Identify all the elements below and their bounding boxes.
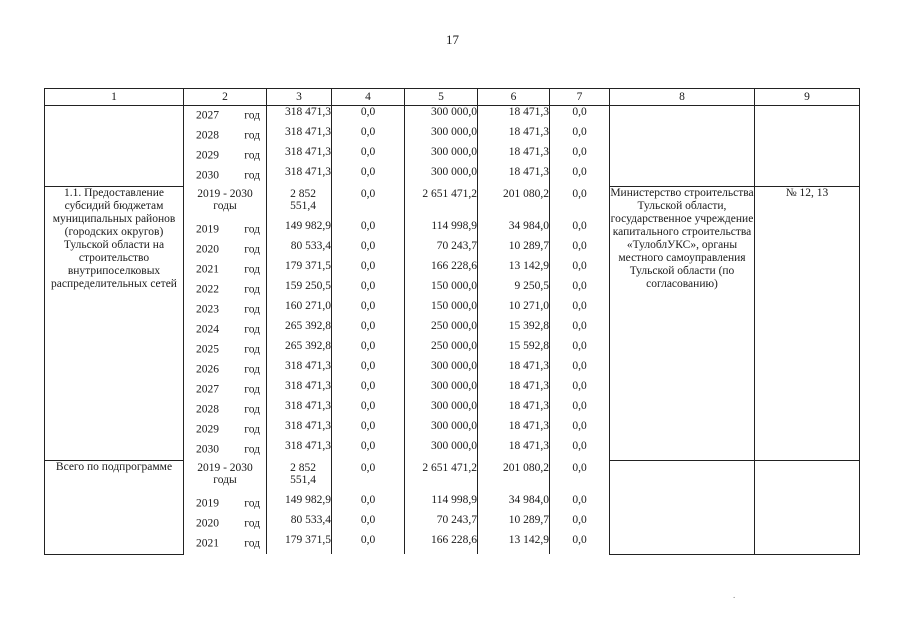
- regional-amount-cell: 70 243,7: [405, 514, 478, 534]
- year-unit: год: [244, 517, 260, 530]
- other-amount-cell: 0,0: [550, 240, 610, 260]
- regional-amount-cell: 300 000,0: [405, 146, 478, 166]
- local-amount-cell: 9 250,5: [478, 280, 550, 300]
- local-amount-cell: 34 984,0: [478, 220, 550, 240]
- regional-amount-cell: 300 000,0: [405, 440, 478, 460]
- other-amount-cell: 0,0: [550, 440, 610, 460]
- local-amount-cell: 18 471,3: [478, 126, 550, 146]
- year-value: 2021: [196, 537, 219, 550]
- total-amount-cell: 80 533,4: [267, 240, 332, 260]
- federal-amount-cell: 0,0: [332, 460, 405, 494]
- federal-amount-cell: 0,0: [332, 514, 405, 534]
- year-value: 2020: [196, 243, 219, 256]
- total-amount-line-1: 2 852: [290, 188, 316, 200]
- year-value: 2024: [196, 323, 219, 336]
- year-cell: [184, 106, 267, 127]
- year-unit: год: [244, 223, 260, 236]
- total-amount-cell: 179 371,5: [267, 534, 332, 554]
- local-amount-cell: 201 080,2: [478, 186, 550, 220]
- total-amount-cell: 318 471,3: [267, 126, 332, 146]
- total-amount-cell: 318 471,3: [267, 440, 332, 460]
- year-cell: [184, 166, 267, 186]
- other-amount-cell: 0,0: [550, 186, 610, 220]
- reference-cell: № 12, 13: [755, 186, 860, 460]
- description-cell: 1.1. Предоставление субсидий бюджетам муниципальных районов (городских округов) Тульской области на строительство внутрипоселковых распределительных сетей: [45, 186, 184, 460]
- federal-amount-cell: 0,0: [332, 280, 405, 300]
- total-amount-line-2: 551,4: [290, 474, 316, 486]
- year-cell: [184, 420, 267, 440]
- federal-amount-cell: 0,0: [332, 494, 405, 514]
- year-unit: год: [244, 283, 260, 296]
- federal-amount-cell: 0,0: [332, 340, 405, 360]
- other-amount-cell: 0,0: [550, 106, 610, 127]
- local-amount-cell: 18 471,3: [478, 146, 550, 166]
- program-table: [44, 88, 860, 555]
- year-cell: [184, 320, 267, 340]
- stray-mark: .: [733, 590, 736, 600]
- local-amount-cell: 34 984,0: [478, 494, 550, 514]
- header-col-2: 2: [184, 89, 267, 106]
- period-cell: [184, 460, 267, 494]
- year-unit: год: [244, 537, 260, 550]
- year-unit: год: [244, 383, 260, 396]
- total-amount-cell: 318 471,3: [267, 360, 332, 380]
- local-amount-cell: 18 471,3: [478, 106, 550, 127]
- year-cell: [184, 220, 267, 240]
- local-amount-cell: 18 471,3: [478, 400, 550, 420]
- year-unit: год: [244, 443, 260, 456]
- regional-amount-cell: 300 000,0: [405, 420, 478, 440]
- year-value: 2029: [196, 149, 219, 162]
- federal-amount-cell: 0,0: [332, 106, 405, 127]
- other-amount-cell: 0,0: [550, 534, 610, 554]
- total-amount-line-2: 551,4: [290, 200, 316, 212]
- local-amount-cell: 10 289,7: [478, 240, 550, 260]
- reference-cell: [755, 106, 860, 187]
- year-unit: год: [244, 323, 260, 336]
- federal-amount-cell: 0,0: [332, 220, 405, 240]
- year-value: 2019: [196, 223, 219, 236]
- other-amount-cell: 0,0: [550, 280, 610, 300]
- total-amount-cell: 318 471,3: [267, 380, 332, 400]
- regional-amount-cell: 300 000,0: [405, 166, 478, 186]
- header-col-3: 3: [267, 89, 332, 106]
- year-cell: [184, 360, 267, 380]
- regional-amount-cell: 300 000,0: [405, 360, 478, 380]
- period-unit: годы: [213, 200, 237, 212]
- group-total: [45, 460, 860, 554]
- total-amount-cell: 318 471,3: [267, 420, 332, 440]
- federal-amount-cell: 0,0: [332, 420, 405, 440]
- year-unit: год: [244, 169, 260, 182]
- federal-amount-cell: 0,0: [332, 320, 405, 340]
- year-cell: [184, 400, 267, 420]
- federal-amount-cell: 0,0: [332, 126, 405, 146]
- period-unit: годы: [213, 474, 237, 486]
- regional-amount-cell: 300 000,0: [405, 126, 478, 146]
- federal-amount-cell: 0,0: [332, 360, 405, 380]
- year-value: 2026: [196, 363, 219, 376]
- regional-amount-cell: 114 998,9: [405, 220, 478, 240]
- total-amount-cell: 265 392,8: [267, 320, 332, 340]
- year-value: 2020: [196, 517, 219, 530]
- regional-amount-cell: 250 000,0: [405, 320, 478, 340]
- year-cell: [184, 534, 267, 554]
- year-cell: [184, 240, 267, 260]
- local-amount-cell: 10 289,7: [478, 514, 550, 534]
- year-value: 2022: [196, 283, 219, 296]
- year-unit: год: [244, 263, 260, 276]
- year-cell: [184, 380, 267, 400]
- table-row-period: [45, 460, 860, 494]
- local-amount-cell: 15 592,8: [478, 340, 550, 360]
- total-amount-cell: 160 271,0: [267, 300, 332, 320]
- period-label: 2019 - 2030: [197, 188, 253, 200]
- year-value: 2028: [196, 129, 219, 142]
- description-cell: Всего по подпрограмме: [45, 460, 184, 554]
- year-cell: [184, 440, 267, 460]
- regional-amount-cell: 300 000,0: [405, 400, 478, 420]
- other-amount-cell: 0,0: [550, 146, 610, 166]
- header-col-6: 6: [478, 89, 550, 106]
- other-amount-cell: 0,0: [550, 126, 610, 146]
- total-amount-cell: [267, 460, 332, 494]
- year-value: 2019: [196, 497, 219, 510]
- regional-amount-cell: 114 998,9: [405, 494, 478, 514]
- year-value: 2021: [196, 263, 219, 276]
- total-amount-cell: 159 250,5: [267, 280, 332, 300]
- year-value: 2030: [196, 169, 219, 182]
- header-col-7: 7: [550, 89, 610, 106]
- other-amount-cell: 0,0: [550, 320, 610, 340]
- federal-amount-cell: 0,0: [332, 380, 405, 400]
- regional-amount-cell: 150 000,0: [405, 280, 478, 300]
- year-cell: [184, 280, 267, 300]
- year-value: 2029: [196, 423, 219, 436]
- total-amount-cell: 149 982,9: [267, 494, 332, 514]
- reference-cell: [755, 460, 860, 554]
- other-amount-cell: 0,0: [550, 420, 610, 440]
- other-amount-cell: 0,0: [550, 460, 610, 494]
- year-cell: [184, 494, 267, 514]
- regional-amount-cell: 250 000,0: [405, 340, 478, 360]
- regional-amount-cell: 2 651 471,2: [405, 186, 478, 220]
- period-label: 2019 - 2030: [197, 462, 253, 474]
- regional-amount-cell: 150 000,0: [405, 300, 478, 320]
- total-amount-cell: 149 982,9: [267, 220, 332, 240]
- regional-amount-cell: 2 651 471,2: [405, 460, 478, 494]
- year-cell: [184, 260, 267, 280]
- continued-group: [45, 106, 860, 187]
- local-amount-cell: 18 471,3: [478, 360, 550, 380]
- local-amount-cell: 18 471,3: [478, 440, 550, 460]
- year-value: 2023: [196, 303, 219, 316]
- page-number: 17: [446, 32, 459, 47]
- regional-amount-cell: 166 228,6: [405, 534, 478, 554]
- other-amount-cell: 0,0: [550, 400, 610, 420]
- federal-amount-cell: 0,0: [332, 300, 405, 320]
- year-unit: год: [244, 243, 260, 256]
- other-amount-cell: 0,0: [550, 514, 610, 534]
- table-row-period: [45, 186, 860, 220]
- year-unit: год: [244, 497, 260, 510]
- executor-cell: [610, 460, 755, 554]
- year-cell: [184, 300, 267, 320]
- total-amount-cell: 318 471,3: [267, 400, 332, 420]
- year-value: 2025: [196, 343, 219, 356]
- year-cell: [184, 146, 267, 166]
- regional-amount-cell: 300 000,0: [405, 380, 478, 400]
- local-amount-cell: 10 271,0: [478, 300, 550, 320]
- executor-cell: [610, 106, 755, 187]
- total-amount-line-1: 2 852: [290, 462, 316, 474]
- year-unit: год: [244, 403, 260, 416]
- header-col-4: 4: [332, 89, 405, 106]
- header-col-1: 1: [45, 89, 184, 106]
- total-amount-cell: 318 471,3: [267, 166, 332, 186]
- year-unit: год: [244, 343, 260, 356]
- regional-amount-cell: 166 228,6: [405, 260, 478, 280]
- federal-amount-cell: 0,0: [332, 146, 405, 166]
- other-amount-cell: 0,0: [550, 340, 610, 360]
- year-value: 2027: [196, 383, 219, 396]
- total-amount-cell: 265 392,8: [267, 340, 332, 360]
- regional-amount-cell: 70 243,7: [405, 240, 478, 260]
- federal-amount-cell: 0,0: [332, 534, 405, 554]
- federal-amount-cell: 0,0: [332, 240, 405, 260]
- year-cell: [184, 126, 267, 146]
- header-row: [45, 89, 860, 106]
- header-col-9: 9: [755, 89, 860, 106]
- total-amount-cell: 318 471,3: [267, 106, 332, 127]
- other-amount-cell: 0,0: [550, 220, 610, 240]
- total-amount-cell: 80 533,4: [267, 514, 332, 534]
- regional-amount-cell: 300 000,0: [405, 106, 478, 127]
- other-amount-cell: 0,0: [550, 166, 610, 186]
- year-value: 2027: [196, 109, 219, 122]
- other-amount-cell: 0,0: [550, 300, 610, 320]
- other-amount-cell: 0,0: [550, 360, 610, 380]
- year-unit: год: [244, 363, 260, 376]
- federal-amount-cell: 0,0: [332, 186, 405, 220]
- year-unit: год: [244, 149, 260, 162]
- local-amount-cell: 13 142,9: [478, 260, 550, 280]
- year-unit: год: [244, 129, 260, 142]
- local-amount-cell: 201 080,2: [478, 460, 550, 494]
- federal-amount-cell: 0,0: [332, 440, 405, 460]
- header-col-5: 5: [405, 89, 478, 106]
- total-amount-cell: 318 471,3: [267, 146, 332, 166]
- table-row: [45, 106, 860, 127]
- other-amount-cell: 0,0: [550, 380, 610, 400]
- year-unit: год: [244, 423, 260, 436]
- year-cell: [184, 340, 267, 360]
- year-value: 2030: [196, 443, 219, 456]
- local-amount-cell: 18 471,3: [478, 380, 550, 400]
- federal-amount-cell: 0,0: [332, 260, 405, 280]
- local-amount-cell: 15 392,8: [478, 320, 550, 340]
- local-amount-cell: 18 471,3: [478, 166, 550, 186]
- year-unit: год: [244, 109, 260, 122]
- other-amount-cell: 0,0: [550, 260, 610, 280]
- federal-amount-cell: 0,0: [332, 400, 405, 420]
- local-amount-cell: 13 142,9: [478, 534, 550, 554]
- other-amount-cell: 0,0: [550, 494, 610, 514]
- year-unit: год: [244, 303, 260, 316]
- period-cell: [184, 186, 267, 220]
- executor-cell: Министерство строительства Тульской области, государственное учреждение капитального строительства «ТулоблУКС», органы местного самоуправления Тульской области (по согласованию): [610, 186, 755, 460]
- federal-amount-cell: 0,0: [332, 166, 405, 186]
- year-value: 2028: [196, 403, 219, 416]
- header-col-8: 8: [610, 89, 755, 106]
- description-cell: [45, 106, 184, 187]
- total-amount-cell: [267, 186, 332, 220]
- total-amount-cell: 179 371,5: [267, 260, 332, 280]
- local-amount-cell: 18 471,3: [478, 420, 550, 440]
- group-1-1: [45, 186, 860, 460]
- year-cell: [184, 514, 267, 534]
